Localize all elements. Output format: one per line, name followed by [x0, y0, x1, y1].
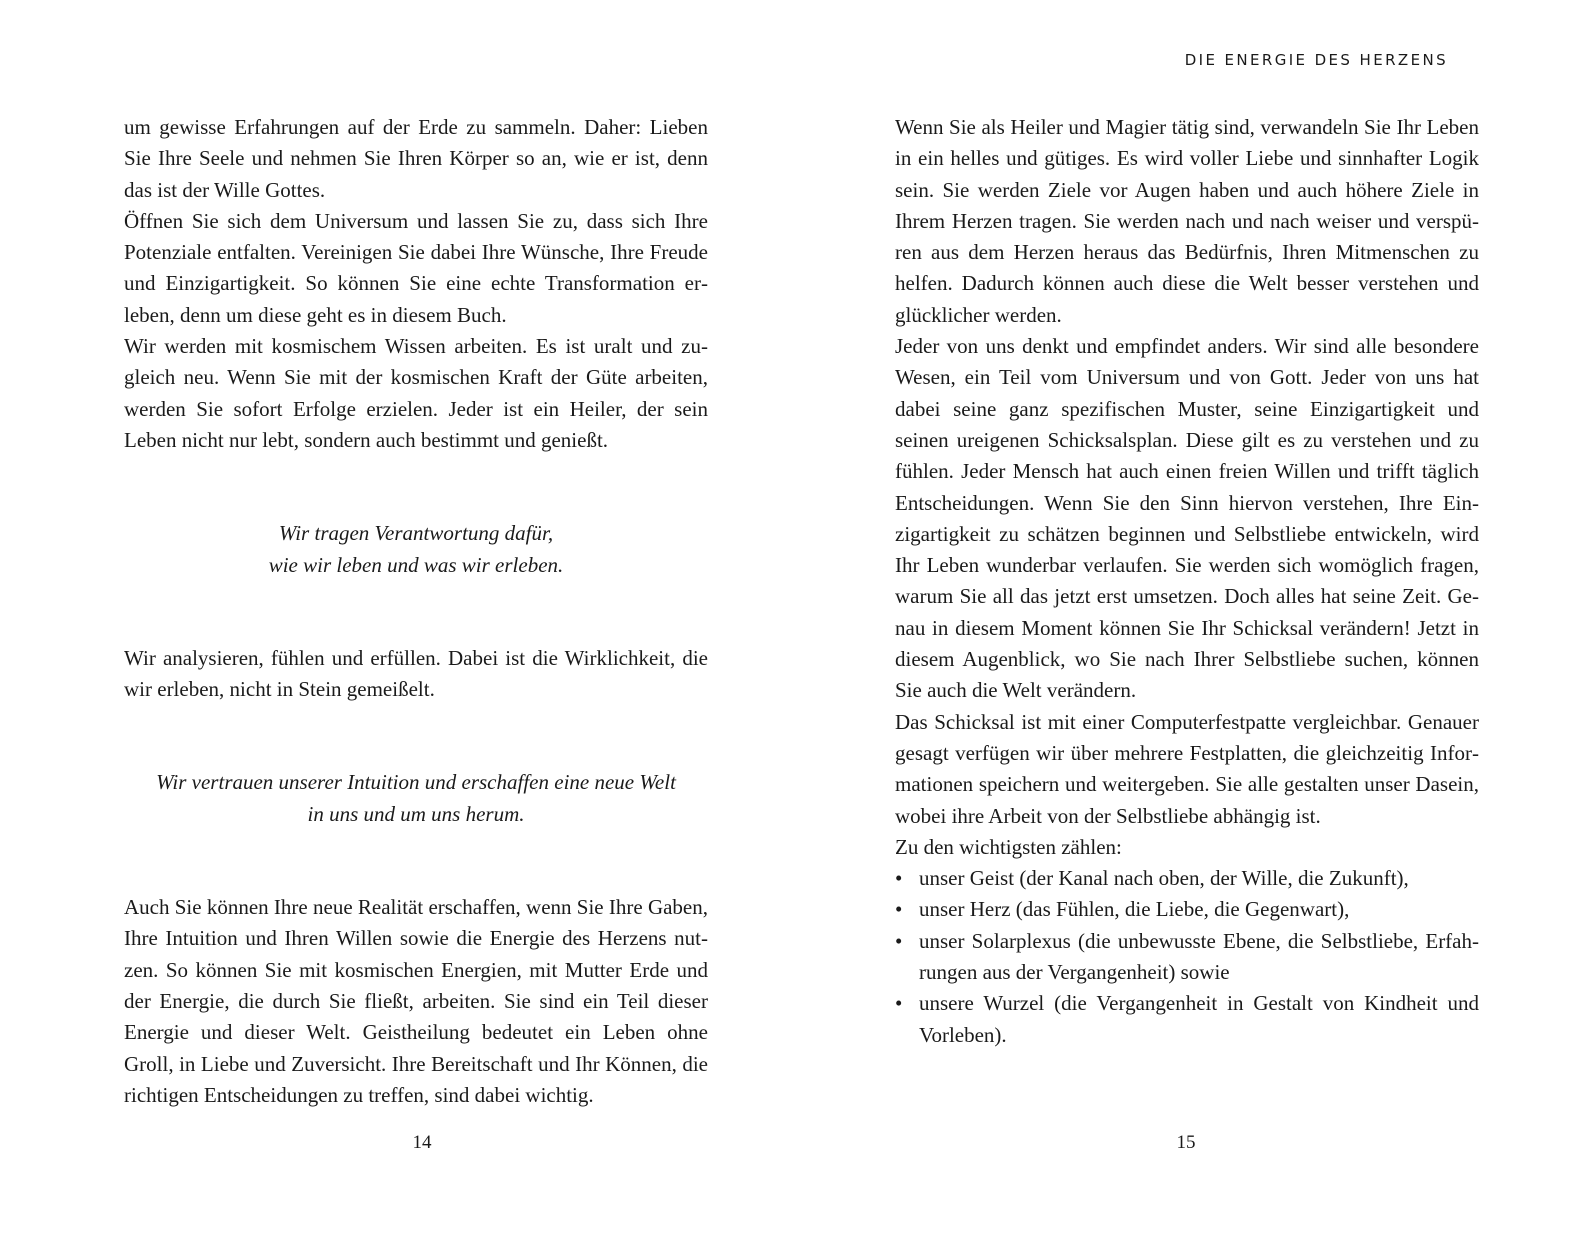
- spacer: [124, 830, 708, 892]
- left-page-body: [124, 112, 708, 1111]
- quote-2-line-2: in uns und um uns herum.: [307, 801, 525, 826]
- left-paragraph-4: Wir analysieren, fühlen und erfüllen. Dabei ist die Wirklichkeit, die wir erleben, nicht in Stein gemeißelt.: [124, 645, 708, 702]
- quote-1-line-2: wie wir leben und was wir erleben.: [268, 552, 564, 577]
- right-paragraph-3: Das Schicksal ist mit einer Computerfestpatte vergleichbar. Genauer gesagt verfügen wir über mehrere Festplatten, die gleichzeitig Informationen speichern und weitergeben. Sie alle gestalten unser Dasein, wobei ihre Arbeit von der Selbstliebe abhängig ist.: [895, 709, 1479, 828]
- right-page: [797, 0, 1594, 1240]
- bullet-item: • unser Herz (das Fühlen, die Liebe, die Gegenwart),: [895, 894, 1479, 925]
- right-page-body: [895, 112, 1479, 1051]
- spacer: [124, 581, 708, 643]
- quote-1-line-1: Wir tragen Verantwortung dafür,: [278, 521, 554, 546]
- bullet-list: [895, 863, 1479, 1051]
- quote-2-line-1: Wir vertrauen unserer Intuition und erschaffen eine neue Welt: [156, 770, 676, 795]
- right-paragraph-1: Wenn Sie als Heiler und Magier tätig sind, verwandeln Sie Ihr Leben in ein helles und gütiges. Es wird voller Liebe und sinnhafter Logik sein. Sie werden Ziele vor Augen haben und auch höhere Ziele in Ihrem Herzen tragen. Sie werden nach und nach weiser und verspüren aus dem Herzen heraus das Bedürfnis, Ihren Mitmenschen zu helfen. Dadurch können auch diese die Welt besser verstehen und glücklicher werden.: [895, 115, 1479, 327]
- running-header: DIE ENERGIE DES HERZENS: [1184, 51, 1448, 69]
- bullet-item: • unser Solarplexus (die unbewusste Ebene, die Selbstliebe, Erfahrungen aus der Vergangenheit) sowie: [895, 926, 1479, 989]
- spacer: [124, 456, 708, 518]
- bullet-item: • unser Geist (der Kanal nach oben, der Wille, die Zukunft),: [895, 863, 1479, 894]
- right-paragraph-2: Jeder von uns denkt und empfindet anders. Wir sind alle besondere Wesen, ein Teil vom Universum und von Gott. Jeder von uns hat dabei seine ganz spezifischen Muster, seine Einzigartigkeit und seinen ureigenen Schicksalsplan. Diese gilt es zu verstehen und zu fühlen. Jeder Mensch hat auch einen freien Willen und trifft täglich Entscheidungen. Wenn Sie den Sinn hiervon verstehen, Ihre Einzigartigkeit zu schätzen beginnen und Selbstliebe entwickeln, wird Ihr Leben wunderbar verlaufen. Sie werden sich womöglich fragen, warum Sie all das jetzt erst umsetzen. Doch alles hat seine Zeit. Genau in diesem Moment können Sie Ihr Schicksal verändern! Jetzt in diesem Augenblick, wo Sie nach Ihrer Selbstliebe suchen, können Sie auch die Welt verändern.: [895, 334, 1479, 703]
- left-paragraph-3: Wir werden mit kosmischem Wissen arbeiten. Es ist uralt und zugleich neu. Wenn Sie mit der kosmischen Kraft der Güte arbeiten, werden Sie sofort Erfolge erzielen. Jeder ist ein Heiler, der sein Leben nicht nur lebt, sondern auch bestimmt und genießt.: [124, 334, 708, 452]
- quote-1: [124, 518, 708, 581]
- page-number-left: 14: [412, 1132, 432, 1153]
- page-number-right: 15: [1176, 1132, 1196, 1153]
- left-paragraph-5: Auch Sie können Ihre neue Realität erschaffen, wenn Sie Ihre Gaben, Ihre Intuition und Ihren Willen sowie die Energie des Herzens nutzen. So können Sie mit kosmischen Energien, mit Mutter Erde und der Energie, die durch Sie fließt, arbeiten. Sie sind ein Teil dieser Energie und dieser Welt. Geistheilung bedeutet ein Leben ohne Groll, in Liebe und Zuversicht. Ihre Bereitschaft und Ihr Können, die richtigen Entscheidungen zu treffen, sind dabei wichtig.: [124, 895, 708, 1107]
- bullet-item: • unsere Wurzel (die Vergangenheit in Gestalt von Kindheit und Vorleben).: [895, 988, 1479, 1051]
- spacer: [124, 705, 708, 767]
- left-paragraph-2: Öffnen Sie sich dem Universum und lassen Sie zu, dass sich Ihre Potenziale entfalten. Vereinigen Sie dabei Ihre Wünsche, Ihre Freude und Einzigartigkeit. So können Sie eine echte Transformation erleben, denn um diese geht es in diesem Buch.: [124, 208, 708, 327]
- left-paragraph-1: um gewisse Erfahrungen auf der Erde zu sammeln. Daher: Lieben Sie Ihre Seele und nehmen Sie Ihren Körper so an, wie er ist, denn das ist der Wille Gottes.: [124, 115, 708, 202]
- right-paragraph-4: Zu den wichtigsten zählen:: [895, 834, 1122, 859]
- quote-2: [124, 767, 708, 830]
